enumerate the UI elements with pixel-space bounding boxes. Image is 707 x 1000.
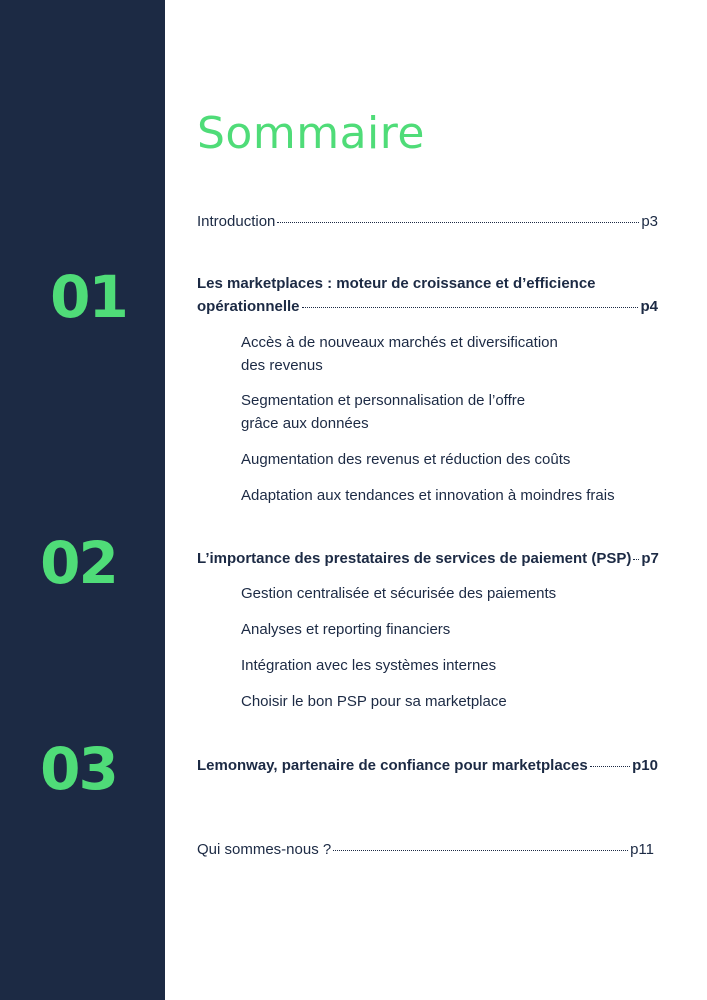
toc-entry-introduction[interactable]: [197, 210, 658, 233]
toc-subitem[interactable]: [241, 449, 661, 472]
toc-subitem-line1: Adaptation aux tendances et innovation à moindres frais: [241, 487, 615, 504]
dot-leader: [302, 307, 639, 308]
toc-entry-label: Introduction: [197, 213, 276, 230]
toc-subitem[interactable]: [241, 485, 661, 508]
toc-section-heading: Lemonway, partenaire de confiance pour marketplaces: [197, 757, 588, 774]
toc-entry-label: Qui sommes-nous ?: [197, 841, 332, 858]
sidebar: [0, 0, 165, 1000]
toc-section-heading-line1: Les marketplaces : moteur de croissance et d’efficience: [197, 275, 596, 292]
section-number-03: 03: [40, 735, 117, 803]
toc-section-03[interactable]: [197, 754, 658, 777]
toc-section-02[interactable]: [197, 547, 658, 570]
toc-subitem-line2: des revenus: [241, 356, 323, 374]
toc-subitem-line1: Segmentation et personnalisation de l’offre: [241, 392, 526, 409]
toc-section-heading: L’importance des prestataires de services de paiement (PSP): [197, 550, 632, 567]
toc-subitem[interactable]: Choisir le bon PSP pour sa marketplace: [241, 693, 507, 710]
dot-leader: [333, 850, 628, 851]
toc-subitem[interactable]: Analyses et reporting financiers: [241, 621, 451, 638]
toc-section-heading-line2: opérationnelle: [197, 298, 300, 315]
section-number-01: 01: [50, 263, 127, 331]
toc-section-01[interactable]: [197, 272, 658, 318]
toc-subitem[interactable]: Intégration avec les systèmes internes: [241, 657, 497, 674]
toc-subitem-line1: Augmentation des revenus et réduction des coûts: [241, 451, 571, 468]
toc-subitem-line2: grâce aux données: [241, 414, 369, 432]
toc-subitem-line1: Accès à de nouveaux marchés et diversification: [241, 334, 558, 351]
toc-subitem[interactable]: [241, 332, 661, 377]
toc-page-number: p7: [641, 550, 659, 567]
dot-leader: [633, 559, 639, 560]
page-title: Sommaire: [197, 108, 425, 159]
toc-page-number: p3: [641, 213, 658, 230]
toc-entry-about[interactable]: [197, 838, 654, 861]
toc-page-number: p4: [640, 298, 658, 315]
section-number-02: 02: [40, 529, 117, 597]
toc-subitem[interactable]: Gestion centralisée et sécurisée des paiements: [241, 585, 557, 602]
toc-page-number: p11: [630, 841, 654, 858]
toc-page-number: p10: [632, 757, 658, 774]
toc-subitem[interactable]: [241, 390, 661, 435]
dot-leader: [277, 222, 639, 223]
dot-leader: [590, 766, 630, 767]
